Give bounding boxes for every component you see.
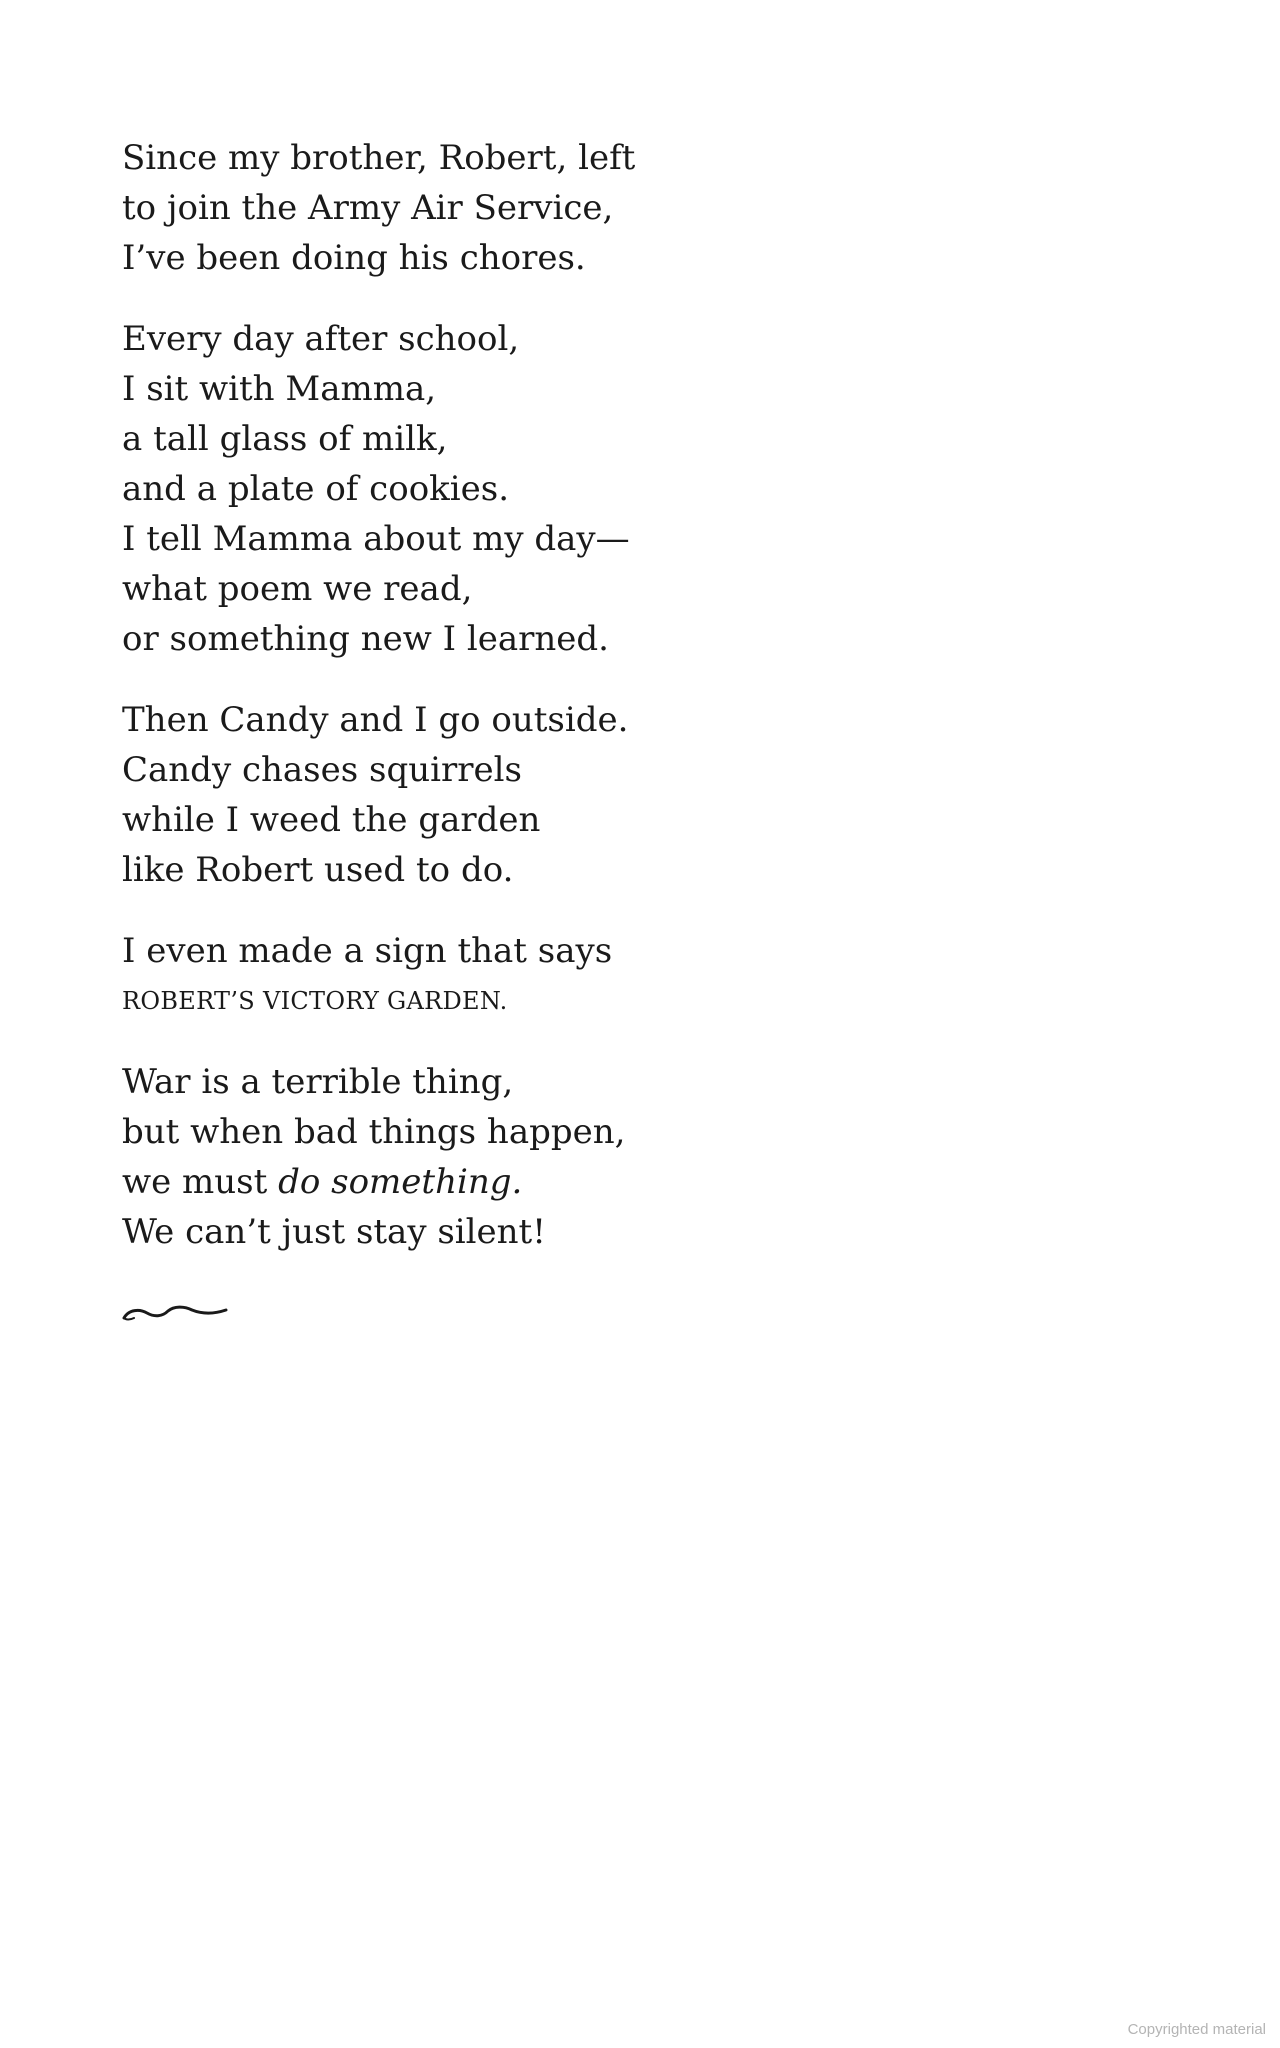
poem-line: I tell Mamma about my day— <box>122 519 630 559</box>
sign-text: ROBERT’S VICTORY GARDEN. <box>122 987 508 1015</box>
poem-line: what poem we read, <box>122 569 473 609</box>
poem-line: Then Candy and I go outside. <box>122 700 629 740</box>
poem-line: but when bad things happen, <box>122 1112 626 1152</box>
stanza-3 <box>122 695 842 895</box>
stanza-5 <box>122 1057 842 1257</box>
poem-line: and a plate of cookies. <box>122 469 510 509</box>
poem-line <box>122 1157 842 1207</box>
poem-line: Candy chases squirrels <box>122 750 522 790</box>
poem-line: Every day after school, <box>122 319 520 359</box>
stanza-2 <box>122 314 842 664</box>
poem-line: I sit with Mamma, <box>122 369 437 409</box>
poem-line: to join the Army Air Service, <box>122 188 614 228</box>
stanza-1 <box>122 133 842 283</box>
poem-line: Since my brother, Robert, left <box>122 138 636 178</box>
poem-line: or something new I learned. <box>122 619 609 659</box>
poem-line: like Robert used to do. <box>122 850 514 890</box>
flourish-icon <box>120 1298 230 1328</box>
stanza-4 <box>122 926 842 1026</box>
emphasis-text: do something. <box>278 1162 523 1202</box>
poem-body <box>122 133 842 1288</box>
poem-line: I even made a sign that says <box>122 931 613 971</box>
copyright-watermark: Copyrighted material <box>1127 2021 1266 2038</box>
poem-line: War is a terrible thing, <box>122 1062 514 1102</box>
poem-line: We can’t just stay silent! <box>122 1212 546 1252</box>
poem-line: I’ve been doing his chores. <box>122 238 586 278</box>
poem-line: a tall glass of milk, <box>122 419 448 459</box>
poem-line-start: we must <box>122 1162 268 1202</box>
poem-line: while I weed the garden <box>122 800 541 840</box>
